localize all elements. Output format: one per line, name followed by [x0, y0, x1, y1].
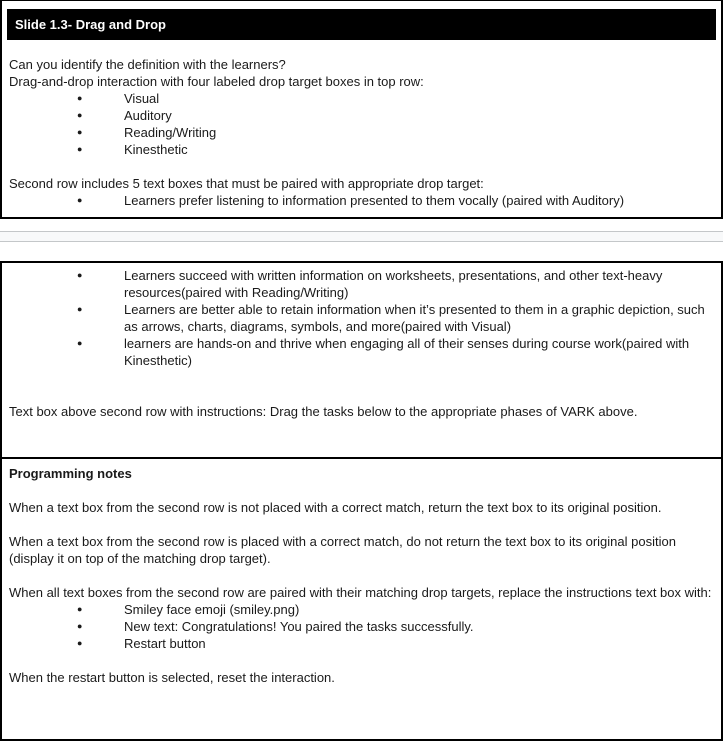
drop-target-item: ● Visual	[77, 90, 713, 107]
instructions-note: Text box above second row with instructions: Drag the tasks below to the appropriate phases of VARK above.	[9, 404, 638, 419]
second-row-intro: Second row includes 5 text boxes that must be paired with appropriate drop target:	[9, 176, 484, 191]
second-row-item: ● learners are hands-on and thrive when engaging all of their senses during course work(paired with Kinesthetic)	[77, 335, 713, 369]
second-row-item: ● Learners prefer listening to information presented to them vocally (paired with Auditory)	[77, 192, 713, 209]
replacement-list	[9, 601, 713, 652]
blank-line	[9, 567, 713, 584]
page-break-gap	[0, 231, 723, 242]
replacement-item: ● Smiley face emoji (smiley.png)	[77, 601, 713, 618]
programming-notes-heading: Programming notes	[9, 466, 132, 481]
blank-line	[9, 652, 713, 669]
slide-header-bar	[7, 9, 716, 40]
note-incorrect-match: When a text box from the second row is not placed with a correct match, return the text box to its original position.	[9, 500, 662, 515]
drop-target-item: ● Auditory	[77, 107, 713, 124]
programming-notes-cell	[2, 459, 721, 686]
second-row-list-continued	[9, 267, 713, 369]
second-row-item: ● Learners are better able to retain information when it’s presented to them in a graphic depiction, such as arrows, charts, diagrams, symbols, and more(paired with Visual)	[77, 301, 713, 335]
note-correct-match: When a text box from the second row is placed with a correct match, do not return the text box to its original position (display it on top of the matching drop target).	[9, 534, 676, 566]
intro-question: Can you identify the definition with the learners?	[9, 57, 286, 72]
second-row-item: ● Learners succeed with written information on worksheets, presentations, and other text-heavy resources(paired with Reading/Writing)	[77, 267, 713, 301]
slide-title: Slide 1.3- Drag and Drop	[15, 17, 166, 32]
blank-line	[9, 369, 713, 386]
replacement-item: ● New text: Congratulations! You paired the tasks successfully.	[77, 618, 713, 635]
blank-line	[9, 516, 713, 533]
blank-line	[9, 482, 713, 499]
interaction-description: Drag-and-drop interaction with four labeled drop target boxes in top row:	[9, 74, 424, 89]
slide-description-continued-cell	[2, 263, 721, 459]
drop-target-list	[9, 90, 713, 158]
note-restart: When the restart button is selected, reset the interaction.	[9, 670, 335, 685]
drop-target-item: ● Reading/Writing	[77, 124, 713, 141]
blank-line	[9, 158, 713, 175]
second-row-list	[9, 192, 713, 209]
slide-table-fragment-bottom	[0, 261, 723, 741]
drop-target-item: ● Kinesthetic	[77, 141, 713, 158]
slide-description-cell	[2, 40, 721, 209]
slide-table-fragment-top	[0, 0, 723, 219]
blank-line	[9, 386, 713, 403]
replacement-item: ● Restart button	[77, 635, 713, 652]
note-all-paired: When all text boxes from the second row are paired with their matching drop targets, replace the instructions text box with:	[9, 585, 712, 600]
